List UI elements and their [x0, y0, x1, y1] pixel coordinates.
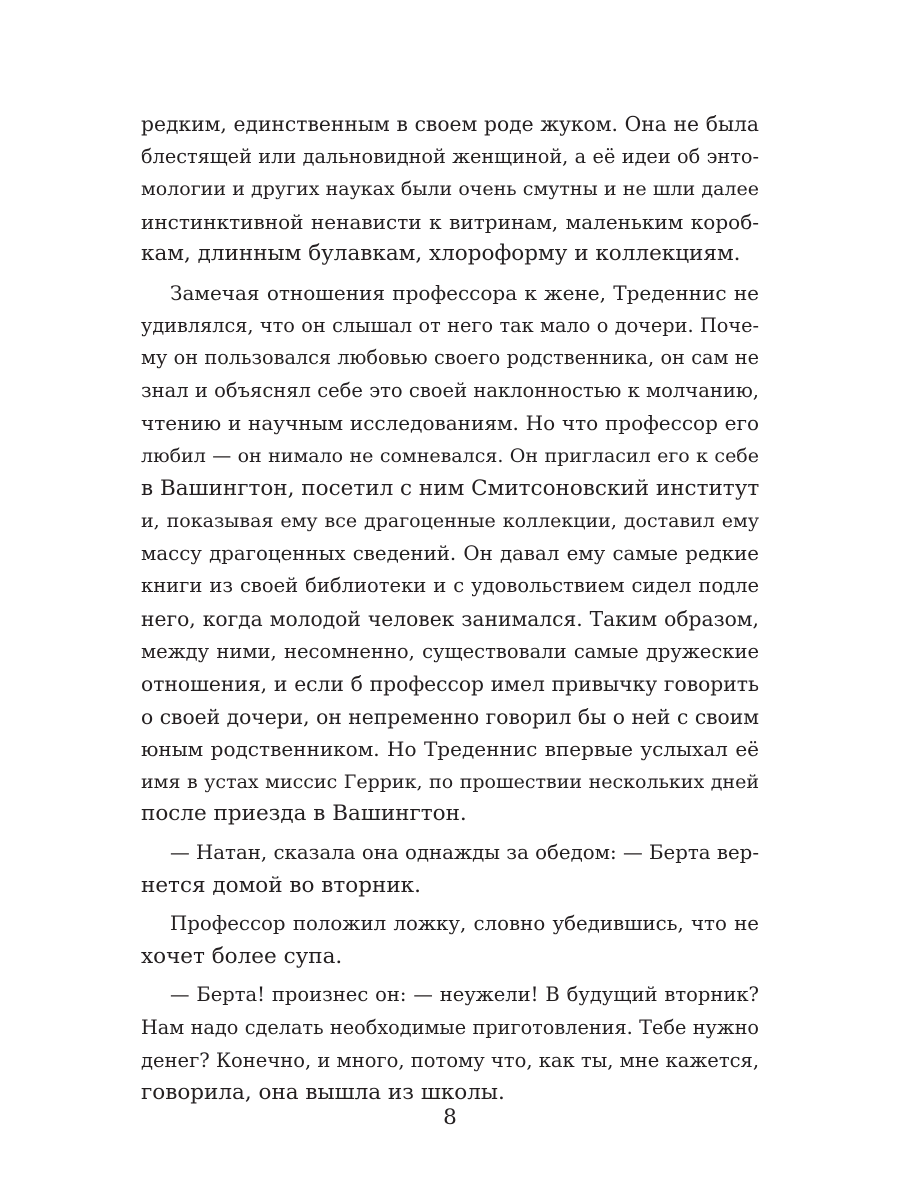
paragraph-3 — [141, 837, 759, 902]
text-line: говорила, она вышла из школы. — [141, 1080, 505, 1106]
text-line: любил — он нимало не сомневался. Он пригласил его к себе — [141, 444, 759, 467]
text-line: отношения, и если б профессор имел привычку говорить — [141, 672, 759, 697]
text-line: блестящей или дальновидной женщиной, а её идеи об энто- — [141, 144, 759, 168]
text-line: — Берта! произнес он: — неужели! В будущий вторник? — [170, 983, 759, 1007]
paragraph-2 — [141, 277, 759, 831]
text-line: чтению и научным исследованиям. Но что профессор его — [141, 411, 759, 436]
body-text — [141, 108, 759, 1110]
paragraph-4 — [141, 908, 759, 973]
text-line: массу драгоценных сведений. Он давал ему самые редкие — [141, 541, 759, 565]
text-line: него, когда молодой человек занимался. Таким образом, — [141, 606, 759, 631]
text-line: знал и объяснял себе это своей наклонностью к молчанию, — [141, 378, 759, 402]
text-line: хочет более супа. — [141, 943, 343, 969]
text-line: юным родственником. Но Треденнис впервые услыхал её — [141, 737, 759, 762]
text-line: между ними, несомненно, существовали самые дружеские — [141, 639, 759, 663]
text-line: му он пользовался любовью своего родственника, он сам не — [141, 346, 759, 370]
text-line: инстинктивной ненависти к витринам, маленьким короб- — [141, 209, 759, 234]
paragraph-5 — [141, 979, 759, 1109]
text-line: мологии и других науках были очень смутны и не шли далее — [141, 178, 759, 201]
text-line: Замечая отношения профессора к жене, Треденнис не — [170, 280, 759, 305]
text-line: редким, единственным в своем роде жуком. Она не была — [141, 112, 759, 136]
text-line: кам, длинным булавкам, хлороформу и коллекциям. — [141, 241, 741, 267]
text-line: — Натан, сказала она однажды за обедом: — Берта вер- — [170, 841, 759, 865]
text-line: имя в устах миссис Геррик, по прошествии нескольких дней — [141, 770, 759, 793]
text-line: денег? Конечно, и много, потому что, как ты, мне кажется, — [141, 1048, 760, 1072]
text-line: после приезда в Вашингтон. — [141, 801, 467, 827]
paragraph-1 — [141, 108, 759, 271]
text-line: и, показывая ему все драгоценные коллекции, доставил ему — [141, 510, 759, 533]
text-line: Нам надо сделать необходимые приготовления. Тебе нужно — [141, 1016, 759, 1040]
page-number: 8 — [443, 1105, 457, 1130]
text-line: нется домой во вторник. — [141, 872, 421, 898]
text-line: Профессор положил ложку, словно убедившись, что не — [170, 912, 759, 936]
text-line: книги из своей библиотеки и с удовольствием сидел подле — [141, 574, 759, 598]
text-line: о своей дочери, он непременно говорил бы о ней с своим — [141, 704, 759, 729]
text-line: удивлялся, что он слышал от него так мало о дочери. Поче- — [141, 313, 759, 337]
text-line: в Вашингтон, посетил с ним Смитсоновский институт — [141, 475, 760, 501]
